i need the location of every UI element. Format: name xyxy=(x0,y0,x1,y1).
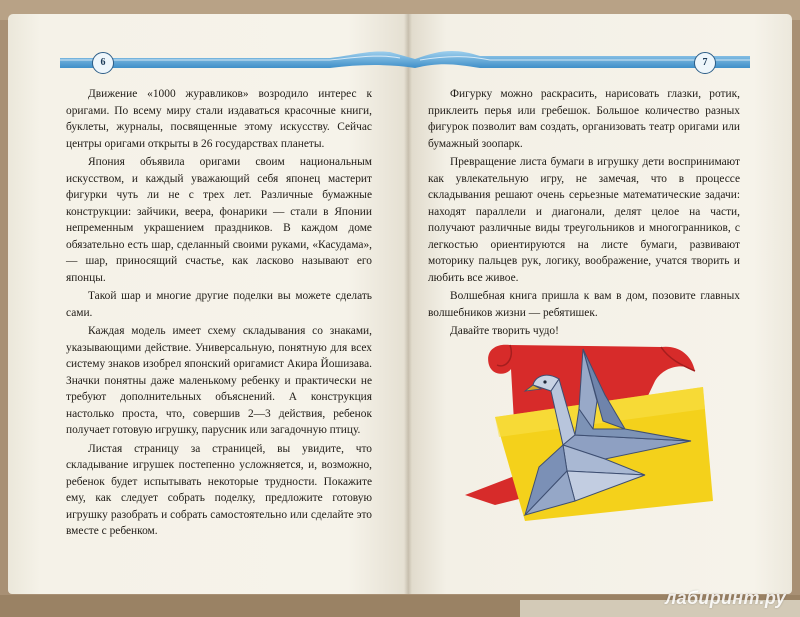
header-band xyxy=(60,50,750,74)
watermark-text: лабиринт.ру xyxy=(665,588,786,608)
left-paragraph-3: Такой шар и многие другие поделки вы можете сделать сами. xyxy=(66,290,372,319)
left-paragraph-2: Япония объявила оригами своим национальным искусством, и каждый уважающий себя японец мастерит фигурки чуть ли не с трех лет. Различные бумажные конструкции: зайчики, веера, фонарики — стали в Японии непременным украшением праздников. В каждом доме обязательно есть шар, сделанный своими руками, «Касудама», — шар, приносящий счастье, как ласково называют его японцы. xyxy=(66,156,372,284)
right-paragraph-2: Превращение листа бумаги в игрушку дети воспринимают как увлекательную игру, не замечая, что в процессе складывания решают очень серьезные математические задачи: находят параллели и диагонали, делят целое на части, получают различные виды треугольников и многогранников, с легкостью ориентируются на листе бумаги, развивают моторику пальцев рук, логику, воображение, учатся творить и любить все живое. xyxy=(428,156,740,284)
right-paragraph-3: Волшебная книга пришла к вам в дом, позовите главных волшебников жизни — ребятишек. xyxy=(428,290,740,319)
right-paragraph-4: Давайте творить чудо! xyxy=(450,325,559,337)
book-gutter xyxy=(404,14,412,594)
page-number-left: 6 xyxy=(92,52,114,74)
left-paragraph-1: Движение «1000 журавликов» возродило интерес к оригами. По всему миру стали издаваться красочные книги, буклеты, журналы, посвященные этому искусству. Сейчас центры оригами открыты в 26 государствах планеты. xyxy=(66,88,372,150)
page-number-right: 7 xyxy=(694,52,716,74)
left-page-text xyxy=(66,86,372,542)
left-paragraph-5: Листая страницу за страницей, вы увидите, что складывание игрушек постепенно усложняется, и, возможно, ребенок будет испытывать некоторые трудности. Покажите ему, как следует собрать поделку, предложите готовую игрушку разобрать и собрать самостоятельно или сделайте это вместе с ребенком. xyxy=(66,442,372,537)
origami-crane-illustration xyxy=(455,325,725,525)
right-page-text xyxy=(428,86,740,342)
left-paragraph-4: Каждая модель имеет схему складывания со знаками, указывающими действие. Универсальную, понятную для всех систему знаков изобрел японский оригамист Акира Йошизава. Значки понятны даже маленькому ребенку и практически не требуют дополнительных объяснений. А конструкция настолько проста, что, совершив 2—3 действия, ребенок получает готовую игрушку, парусник или загадочную птицу. xyxy=(66,325,372,436)
right-paragraph-1: Фигурку можно раскрасить, нарисовать глазки, ротик, приклеить перья или гребешок. Большое количество разных фигурок позволит вам создать, организовать театр оригами или бумажный зоопарк. xyxy=(428,88,740,150)
